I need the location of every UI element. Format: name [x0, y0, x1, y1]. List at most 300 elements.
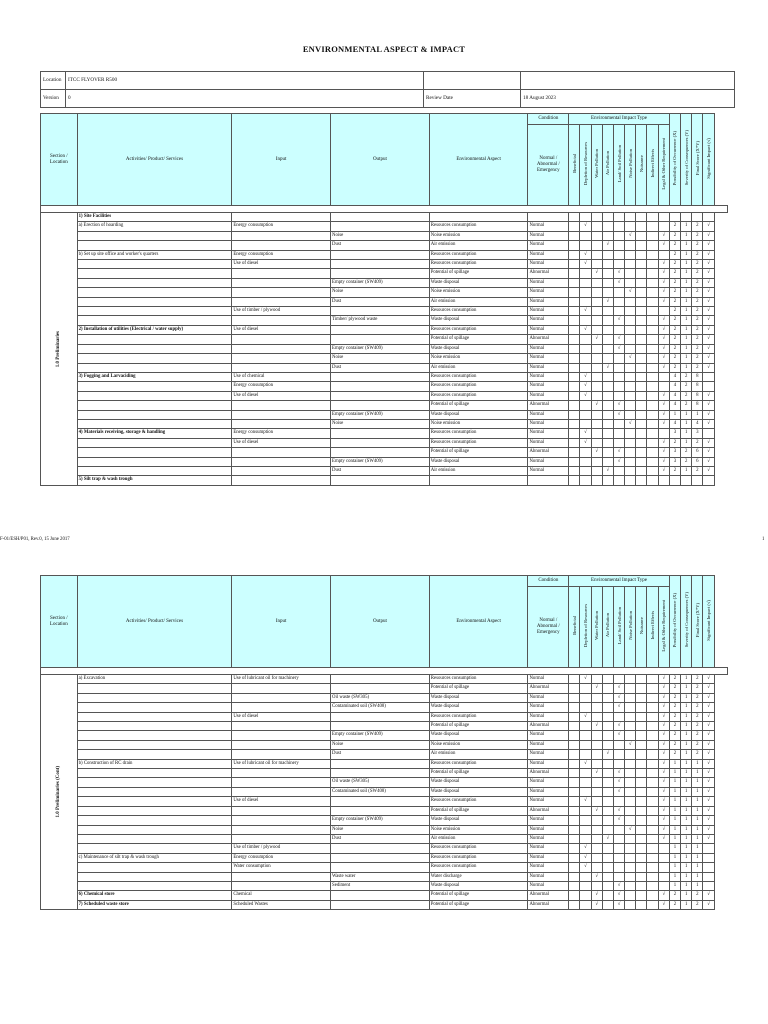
significant-cell: √ [703, 410, 714, 419]
aspect-cell: Noise emission [429, 288, 528, 297]
significant-cell: √ [703, 288, 714, 297]
legal-mark-cell: √ [658, 410, 669, 419]
header-possibility [669, 114, 680, 206]
impact-mark-cell [613, 250, 624, 259]
impact-mark-cell [591, 787, 602, 796]
score-cell: 8 [692, 401, 703, 410]
input-cell: Use of timber / plywood [232, 307, 331, 316]
output-cell [331, 335, 430, 344]
impact-mark-cell [580, 363, 591, 372]
possibility-cell: 1 [669, 834, 680, 843]
activity-cell [77, 401, 232, 410]
significant-cell: √ [703, 825, 714, 834]
impact-mark-cell [636, 401, 647, 410]
impact-mark-cell [636, 816, 647, 825]
input-cell: Use of diesel [232, 260, 331, 269]
impact-mark-cell [613, 429, 624, 438]
possibility-cell: 1 [669, 778, 680, 787]
impact-mark-cell [602, 222, 613, 231]
score-cell: 1 [692, 853, 703, 862]
output-cell: Empty container (SW409) [331, 410, 430, 419]
severity-cell: 1 [681, 740, 692, 749]
score-cell: 1 [692, 872, 703, 881]
impact-mark-cell [625, 372, 636, 381]
impact-mark-cell [625, 881, 636, 890]
impact-mark-cell [613, 853, 624, 862]
impact-mark-cell [591, 372, 602, 381]
header-impact-type [625, 125, 636, 206]
impact-mark-cell [591, 778, 602, 787]
impact-mark-cell [569, 231, 580, 240]
impact-mark-cell: √ [591, 448, 602, 457]
severity-cell: 1 [681, 325, 692, 334]
table-row [41, 288, 728, 297]
possibility-cell: 2 [669, 241, 680, 250]
header-possibility-text: Possibility of Occurrence (X) [672, 592, 678, 648]
impact-mark-cell [647, 731, 658, 740]
legal-mark-cell [658, 863, 669, 872]
impact-mark-cell [647, 231, 658, 240]
table-row [41, 363, 728, 372]
impact-mark-cell [580, 722, 591, 731]
score-cell: 8 [692, 382, 703, 391]
aspect-cell [429, 476, 528, 485]
version-row [41, 90, 735, 108]
possibility-cell: 2 [669, 250, 680, 259]
score-cell: 2 [692, 269, 703, 278]
section-label [41, 213, 78, 486]
spacer-cell [41, 668, 728, 675]
header-impact-type [591, 587, 602, 668]
impact-mark-cell [602, 900, 613, 909]
legal-mark-cell: √ [658, 722, 669, 731]
section-label-text: 1.0 Preliminaries (Cont) [55, 766, 61, 818]
severity-cell: 1 [681, 806, 692, 815]
input-cell [232, 787, 331, 796]
impact-mark-cell [613, 363, 624, 372]
impact-mark-cell [636, 872, 647, 881]
output-cell [331, 722, 430, 731]
output-cell [331, 684, 430, 693]
document-title: ENVIRONMENTAL ASPECT & IMPACT [302, 44, 466, 54]
possibility-cell: 1 [669, 410, 680, 419]
impact-mark-cell [602, 401, 613, 410]
table-row [41, 438, 728, 447]
score-cell: 1 [692, 787, 703, 796]
impact-mark-cell: √ [580, 853, 591, 862]
legal-mark-cell: √ [658, 891, 669, 900]
activity-cell: a) Erection of hoarding [77, 222, 232, 231]
score-cell: 2 [692, 222, 703, 231]
header-aspect: Environmental Aspect [429, 576, 528, 668]
review-date-label: Review Date [424, 90, 521, 108]
header-legal-text: Legal & Other Requirement [661, 137, 667, 190]
header-severity [681, 576, 692, 668]
impact-mark-cell [647, 316, 658, 325]
possibility-cell: 1 [669, 806, 680, 815]
impact-mark-cell [613, 419, 624, 428]
empty-cell [521, 72, 735, 90]
output-cell [331, 401, 430, 410]
input-cell: Use of timber / plywood [232, 844, 331, 853]
impact-mark-cell [613, 759, 624, 768]
output-cell: Noise [331, 740, 430, 749]
aspect-cell: Air emission [429, 750, 528, 759]
condition-cell: Normal [528, 881, 569, 890]
impact-mark-cell [647, 853, 658, 862]
condition-cell: Normal [528, 297, 569, 306]
impact-mark-cell [580, 703, 591, 712]
header-impact-type-text: Land/ Soil Pollution [616, 144, 622, 183]
impact-mark-cell [569, 278, 580, 287]
table-row [41, 806, 728, 815]
activity-cell [77, 288, 232, 297]
input-cell [232, 806, 331, 815]
impact-mark-cell [625, 438, 636, 447]
impact-mark-cell [613, 222, 624, 231]
table-row [41, 759, 728, 768]
impact-mark-cell [613, 750, 624, 759]
table-row [41, 466, 728, 475]
legal-mark-cell: √ [658, 316, 669, 325]
output-cell [331, 325, 430, 334]
impact-mark-cell [647, 372, 658, 381]
legal-mark-cell: √ [658, 759, 669, 768]
impact-mark-cell [602, 410, 613, 419]
condition-cell: Normal [528, 863, 569, 872]
table-row [41, 222, 728, 231]
score-cell: 8 [692, 372, 703, 381]
input-cell [232, 872, 331, 881]
header-impact-type-text: Beneficial [571, 154, 577, 173]
impact-mark-cell [647, 703, 658, 712]
impact-mark-cell [591, 438, 602, 447]
severity-cell [681, 213, 692, 222]
impact-mark-cell [636, 722, 647, 731]
impact-mark-cell: √ [580, 429, 591, 438]
impact-mark-cell: √ [613, 401, 624, 410]
impact-mark-cell [613, 213, 624, 222]
impact-mark-cell [613, 354, 624, 363]
aspect-cell: Water discharge [429, 872, 528, 881]
possibility-cell: 1 [669, 825, 680, 834]
impact-mark-cell [602, 816, 613, 825]
impact-mark-cell: √ [602, 750, 613, 759]
input-cell [232, 684, 331, 693]
impact-mark-cell [636, 307, 647, 316]
impact-mark-cell: √ [613, 778, 624, 787]
impact-mark-cell [591, 316, 602, 325]
score-cell: 2 [692, 260, 703, 269]
possibility-cell: 2 [669, 731, 680, 740]
impact-mark-cell [625, 260, 636, 269]
impact-mark-cell [636, 260, 647, 269]
activity-cell [77, 354, 232, 363]
impact-mark-cell [647, 222, 658, 231]
legal-mark-cell: √ [658, 288, 669, 297]
impact-mark-cell [647, 778, 658, 787]
impact-mark-cell [636, 881, 647, 890]
activity-cell [77, 722, 232, 731]
significant-cell: √ [703, 307, 714, 316]
severity-cell: 1 [681, 250, 692, 259]
score-cell: 2 [692, 703, 703, 712]
impact-mark-cell [602, 316, 613, 325]
activity-cell: b) Set up site office and worker's quarters [77, 250, 232, 259]
impact-mark-cell [613, 740, 624, 749]
condition-cell: Normal [528, 778, 569, 787]
condition-cell: Normal [528, 354, 569, 363]
output-cell: Dust [331, 466, 430, 475]
aspect-cell: Potential of spillage [429, 684, 528, 693]
input-cell: Use of lubricant oil for machinery [232, 675, 331, 684]
condition-cell: Normal [528, 712, 569, 721]
significant-cell: √ [703, 731, 714, 740]
output-cell [331, 806, 430, 815]
activity-cell: 6) Chemical store [77, 891, 232, 900]
severity-cell: 1 [681, 297, 692, 306]
impact-mark-cell [569, 759, 580, 768]
condition-cell: Normal [528, 693, 569, 702]
impact-mark-cell [625, 410, 636, 419]
impact-mark-cell [625, 703, 636, 712]
impact-mark-cell [580, 787, 591, 796]
impact-mark-cell [602, 231, 613, 240]
impact-mark-cell: √ [580, 222, 591, 231]
aspect-cell: Potential of spillage [429, 722, 528, 731]
table-row [41, 307, 728, 316]
impact-mark-cell [636, 797, 647, 806]
impact-mark-cell [569, 684, 580, 693]
aspect-cell: Air emission [429, 297, 528, 306]
impact-mark-cell [591, 816, 602, 825]
possibility-cell: 2 [669, 363, 680, 372]
impact-mark-cell: √ [580, 391, 591, 400]
significant-cell: √ [703, 316, 714, 325]
significant-cell: √ [703, 438, 714, 447]
impact-mark-cell: √ [580, 712, 591, 721]
condition-cell: Normal [528, 419, 569, 428]
impact-mark-cell [591, 844, 602, 853]
aspect-cell: Noise emission [429, 419, 528, 428]
condition-cell: Normal [528, 750, 569, 759]
header-row-group [41, 576, 728, 587]
impact-mark-cell [625, 269, 636, 278]
severity-cell: 1 [681, 769, 692, 778]
impact-mark-cell [636, 419, 647, 428]
activity-cell [77, 816, 232, 825]
impact-mark-cell [636, 297, 647, 306]
severity-cell: 1 [681, 787, 692, 796]
severity-cell: 1 [681, 344, 692, 353]
impact-mark-cell: √ [613, 769, 624, 778]
impact-mark-cell [591, 834, 602, 843]
severity-cell: 1 [681, 335, 692, 344]
condition-cell: Normal [528, 816, 569, 825]
input-cell [232, 344, 331, 353]
input-cell [232, 354, 331, 363]
score-cell: 2 [692, 344, 703, 353]
impact-mark-cell [580, 769, 591, 778]
impact-mark-cell [602, 740, 613, 749]
impact-mark-cell [625, 787, 636, 796]
impact-mark-cell [569, 769, 580, 778]
impact-mark-cell: √ [613, 278, 624, 287]
impact-mark-cell [625, 307, 636, 316]
impact-mark-cell [591, 410, 602, 419]
output-cell: Noise [331, 354, 430, 363]
impact-mark-cell [647, 382, 658, 391]
significant-cell: √ [703, 391, 714, 400]
header-spacer-row [41, 668, 728, 675]
possibility-cell: 2 [669, 297, 680, 306]
impact-mark-cell [647, 797, 658, 806]
legal-mark-cell: √ [658, 241, 669, 250]
impact-mark-cell [580, 731, 591, 740]
possibility-cell: 2 [669, 712, 680, 721]
impact-mark-cell [647, 241, 658, 250]
impact-mark-cell: √ [613, 457, 624, 466]
impact-mark-cell [647, 750, 658, 759]
header-impact-type-text: Beneficial [571, 616, 577, 635]
legal-mark-cell: √ [658, 834, 669, 843]
table-row [41, 722, 728, 731]
output-cell: Sediment [331, 881, 430, 890]
impact-mark-cell [647, 693, 658, 702]
score-cell: 6 [692, 448, 703, 457]
impact-mark-cell [569, 297, 580, 306]
impact-mark-cell [647, 448, 658, 457]
input-cell [232, 316, 331, 325]
input-cell [232, 457, 331, 466]
input-cell [232, 448, 331, 457]
impact-mark-cell [591, 863, 602, 872]
header-impact-type [602, 587, 613, 668]
possibility-cell [669, 476, 680, 485]
impact-mark-cell [647, 438, 658, 447]
header-impact-group: Environmental Impact Type [569, 114, 670, 125]
impact-mark-cell [580, 816, 591, 825]
impact-mark-cell [625, 853, 636, 862]
legal-mark-cell: √ [658, 466, 669, 475]
significant-cell: √ [703, 241, 714, 250]
severity-cell: 2 [681, 391, 692, 400]
possibility-cell: 2 [669, 335, 680, 344]
impact-mark-cell [613, 712, 624, 721]
impact-mark-cell [602, 344, 613, 353]
legal-mark-cell: √ [658, 457, 669, 466]
input-cell [232, 825, 331, 834]
impact-mark-cell [647, 401, 658, 410]
condition-cell: Normal [528, 391, 569, 400]
possibility-cell: 2 [669, 278, 680, 287]
impact-mark-cell [602, 703, 613, 712]
impact-mark-cell: √ [602, 466, 613, 475]
legal-mark-cell: √ [658, 419, 669, 428]
input-cell: Energy consumption [232, 250, 331, 259]
possibility-cell: 3 [669, 448, 680, 457]
significant-cell: √ [703, 703, 714, 712]
impact-mark-cell [569, 419, 580, 428]
aspect-cell: Resources consumption [429, 222, 528, 231]
impact-mark-cell: √ [625, 740, 636, 749]
impact-mark-cell [580, 241, 591, 250]
activity-cell [77, 712, 232, 721]
significant-cell: √ [703, 693, 714, 702]
possibility-cell: 2 [669, 722, 680, 731]
output-cell: Timber/ plywood waste [331, 316, 430, 325]
header-severity [681, 114, 692, 206]
aspect-cell: Potential of spillage [429, 401, 528, 410]
impact-mark-cell: √ [602, 241, 613, 250]
impact-mark-cell [602, 853, 613, 862]
impact-mark-cell [569, 448, 580, 457]
activity-cell [77, 269, 232, 278]
condition-cell: Normal [528, 797, 569, 806]
impact-mark-cell [647, 466, 658, 475]
legal-mark-cell: √ [658, 325, 669, 334]
impact-mark-cell [569, 325, 580, 334]
output-cell [331, 391, 430, 400]
output-cell: Contaminated soil (SW408) [331, 787, 430, 796]
score-cell: 2 [692, 684, 703, 693]
condition-cell: Normal [528, 231, 569, 240]
score-cell: 4 [692, 419, 703, 428]
impact-mark-cell [625, 335, 636, 344]
impact-mark-cell [580, 410, 591, 419]
condition-cell: Normal [528, 703, 569, 712]
impact-mark-cell [625, 401, 636, 410]
significant-cell: √ [703, 712, 714, 721]
impact-mark-cell [647, 834, 658, 843]
significant-cell: √ [703, 806, 714, 815]
input-cell: Use of diesel [232, 797, 331, 806]
impact-mark-cell [591, 740, 602, 749]
impact-mark-cell: √ [613, 806, 624, 815]
severity-cell: 1 [681, 354, 692, 363]
output-cell: Noise [331, 231, 430, 240]
condition-cell: Normal [528, 438, 569, 447]
header-final-score [692, 576, 703, 668]
legal-mark-cell [658, 844, 669, 853]
header-significant [703, 576, 714, 668]
header-final-score-text: Final Score (X*Y) [694, 140, 700, 176]
input-cell [232, 778, 331, 787]
impact-mark-cell [625, 466, 636, 475]
header-impact-type [569, 125, 580, 206]
impact-mark-cell [636, 269, 647, 278]
input-cell: Energy consumption [232, 222, 331, 231]
impact-mark-cell [591, 419, 602, 428]
legal-mark-cell: √ [658, 693, 669, 702]
impact-mark-cell [636, 769, 647, 778]
condition-cell: Normal [528, 825, 569, 834]
severity-cell: 1 [681, 825, 692, 834]
significant-cell: √ [703, 834, 714, 843]
header-legal-text: Legal & Other Requirement [661, 599, 667, 652]
header-impact-type [613, 587, 624, 668]
significant-cell: √ [703, 278, 714, 287]
impact-mark-cell: √ [591, 722, 602, 731]
impact-mark-cell [569, 222, 580, 231]
possibility-cell: 1 [669, 853, 680, 862]
possibility-cell: 1 [669, 872, 680, 881]
significant-cell: √ [703, 344, 714, 353]
impact-mark-cell [580, 213, 591, 222]
aspect-cell: Waste disposal [429, 816, 528, 825]
header-impact-type [636, 587, 647, 668]
legal-mark-cell: √ [658, 769, 669, 778]
